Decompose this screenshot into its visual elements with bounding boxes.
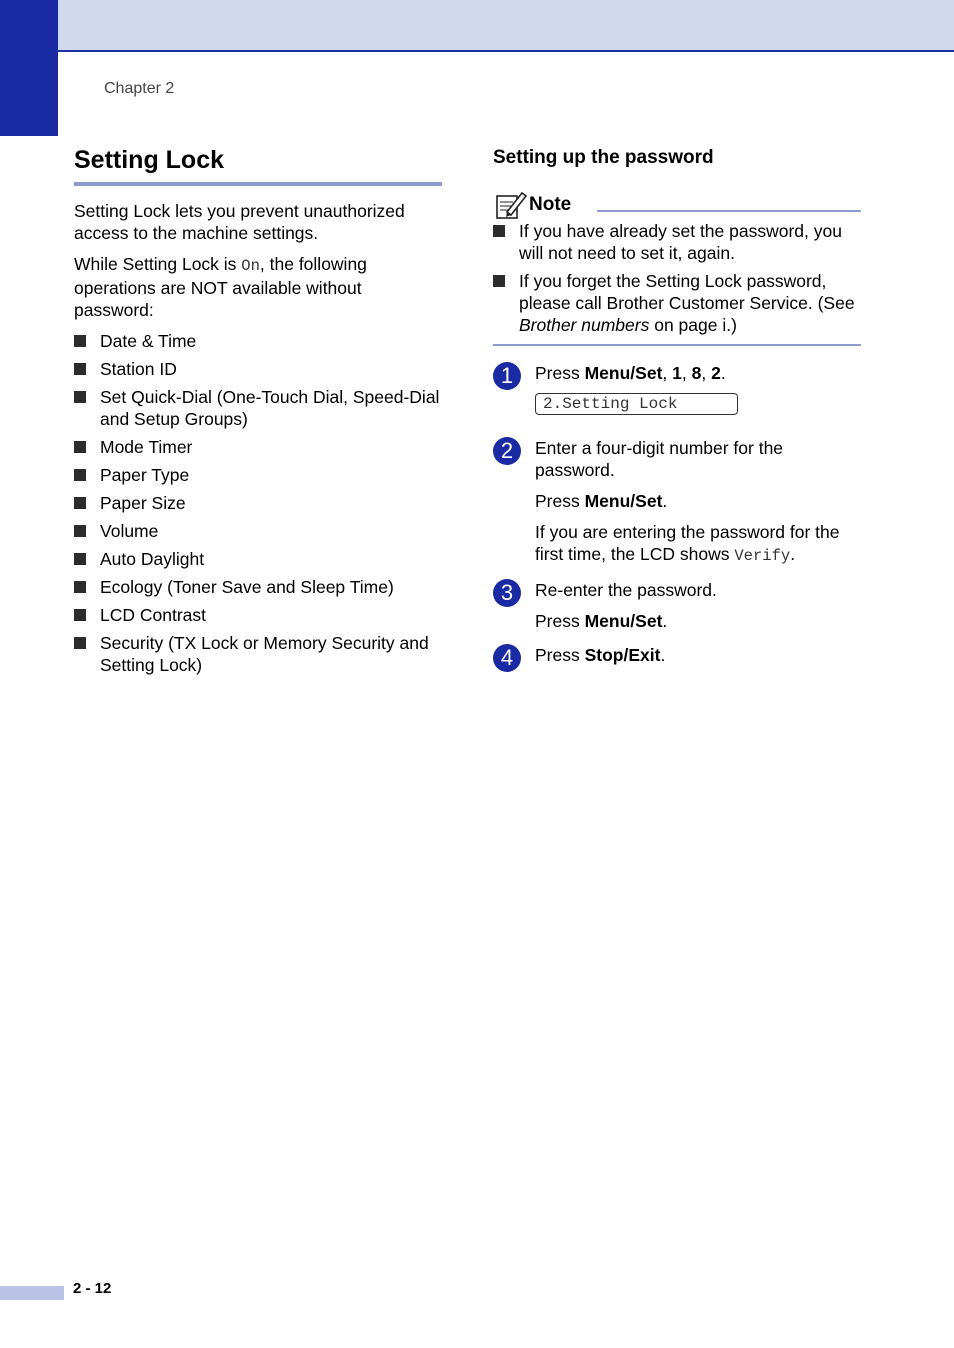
title-underline (74, 182, 442, 186)
square-bullet-icon (74, 553, 86, 565)
list-item-text: Volume (100, 521, 159, 541)
separator: , (681, 363, 692, 383)
note-item (493, 270, 861, 336)
step-3 (493, 579, 861, 632)
step-number-badge: 1 (493, 362, 521, 390)
key-name: Menu/Set (584, 611, 663, 631)
note-item-text: If you forget the Setting Lock password, please call Brother Customer Service. (See (519, 271, 855, 313)
chapter-tab-marker (0, 0, 58, 136)
steps-list (493, 362, 861, 670)
intro-paragraph: Setting Lock lets you prevent unauthorized access to the machine settings. (74, 201, 405, 243)
lcd-value-on: On (241, 257, 260, 275)
list-item (74, 632, 442, 676)
press-text: Press (535, 611, 585, 631)
list-item-text: Ecology (Toner Save and Sleep Time) (100, 577, 394, 597)
list-item (74, 604, 442, 626)
square-bullet-icon (74, 609, 86, 621)
list-item (74, 330, 442, 352)
square-bullet-icon (74, 497, 86, 509)
note-item (493, 220, 861, 264)
lock-paragraph (74, 253, 442, 321)
separator: , (701, 363, 712, 383)
note-item-text-end: on page i.) (649, 315, 737, 335)
note-label: Note (529, 194, 572, 215)
square-bullet-icon (74, 637, 86, 649)
period: . (662, 491, 668, 511)
list-item-text: Paper Size (100, 493, 186, 513)
square-bullet-icon (493, 275, 505, 287)
list-item-text: Auto Daylight (100, 549, 205, 569)
list-item-text: Paper Type (100, 465, 190, 485)
note-bottom-rule (493, 344, 861, 346)
list-item-text: Security (TX Lock or Memory Security and Setting Lock) (100, 633, 429, 675)
page-number: 2 - 12 (73, 1280, 112, 1297)
square-bullet-icon (74, 363, 86, 375)
press-text: Press (535, 491, 585, 511)
section-title: Setting Lock (74, 146, 225, 174)
extra-text: If you are entering the password for the first time, the LCD shows (535, 522, 840, 564)
key-name: Menu/Set (584, 363, 663, 383)
footer-band (0, 1286, 64, 1300)
period: . (660, 645, 666, 665)
step-extra-line (535, 521, 861, 567)
list-item (74, 436, 442, 458)
step-instruction: Re-enter the password. (535, 580, 717, 600)
square-bullet-icon (74, 335, 86, 347)
separator: , (662, 363, 673, 383)
list-item (74, 576, 442, 598)
right-column (493, 146, 861, 678)
square-bullet-icon (493, 225, 505, 237)
key-name: 1 (672, 363, 682, 383)
period: . (790, 544, 796, 564)
list-item-text: Mode Timer (100, 437, 193, 457)
square-bullet-icon (74, 469, 86, 481)
list-item-text: Station ID (100, 359, 177, 379)
list-item-text: Date & Time (100, 331, 197, 351)
header-band (0, 0, 954, 52)
list-item (74, 492, 442, 514)
subsection-title: Setting up the password (493, 147, 714, 168)
brother-numbers-reference: Brother numbers (519, 315, 650, 335)
step-number-badge: 3 (493, 579, 521, 607)
lcd-display: 2.Setting Lock (535, 393, 738, 415)
step-number-badge: 2 (493, 437, 521, 465)
step-press-line (535, 610, 861, 632)
list-item (74, 386, 442, 430)
period: . (662, 611, 668, 631)
key-name: 2 (711, 363, 721, 383)
step-number-badge: 4 (493, 644, 521, 672)
list-item (74, 464, 442, 486)
press-text: Press (535, 645, 585, 665)
press-text: Press (535, 363, 585, 383)
key-name: Stop/Exit (584, 645, 661, 665)
chapter-label: Chapter 2 (104, 80, 175, 97)
note-item-text: If you have already set the password, you will not need to set it, again. (519, 221, 842, 263)
key-name: 8 (691, 363, 702, 383)
list-item (74, 358, 442, 380)
note-top-rule (597, 210, 861, 212)
square-bullet-icon (74, 525, 86, 537)
locked-operations-list (74, 330, 442, 676)
period: . (720, 363, 726, 383)
list-item-text: Set Quick-Dial (One-Touch Dial, Speed-Dial and Setup Groups) (100, 387, 440, 429)
square-bullet-icon (74, 391, 86, 403)
key-name: Menu/Set (584, 491, 663, 511)
lock-paragraph-post: , the following operations are NOT available without password: (74, 254, 367, 320)
step-4 (493, 644, 861, 670)
step-2 (493, 437, 861, 567)
step-1 (493, 362, 861, 425)
lcd-value-verify: Verify (734, 547, 791, 565)
lock-paragraph-pre: While Setting Lock is (74, 254, 242, 274)
note-pencil-icon (495, 190, 527, 220)
note-header (493, 190, 861, 220)
note-list (493, 220, 861, 336)
list-item (74, 520, 442, 542)
step-instruction: Enter a four-digit number for the password. (535, 438, 784, 480)
square-bullet-icon (74, 441, 86, 453)
square-bullet-icon (74, 581, 86, 593)
step-instruction (535, 362, 861, 384)
list-item (74, 548, 442, 570)
step-instruction (535, 644, 861, 666)
list-item-text: LCD Contrast (100, 605, 207, 625)
step-press-line (535, 490, 861, 512)
left-column (74, 144, 442, 682)
